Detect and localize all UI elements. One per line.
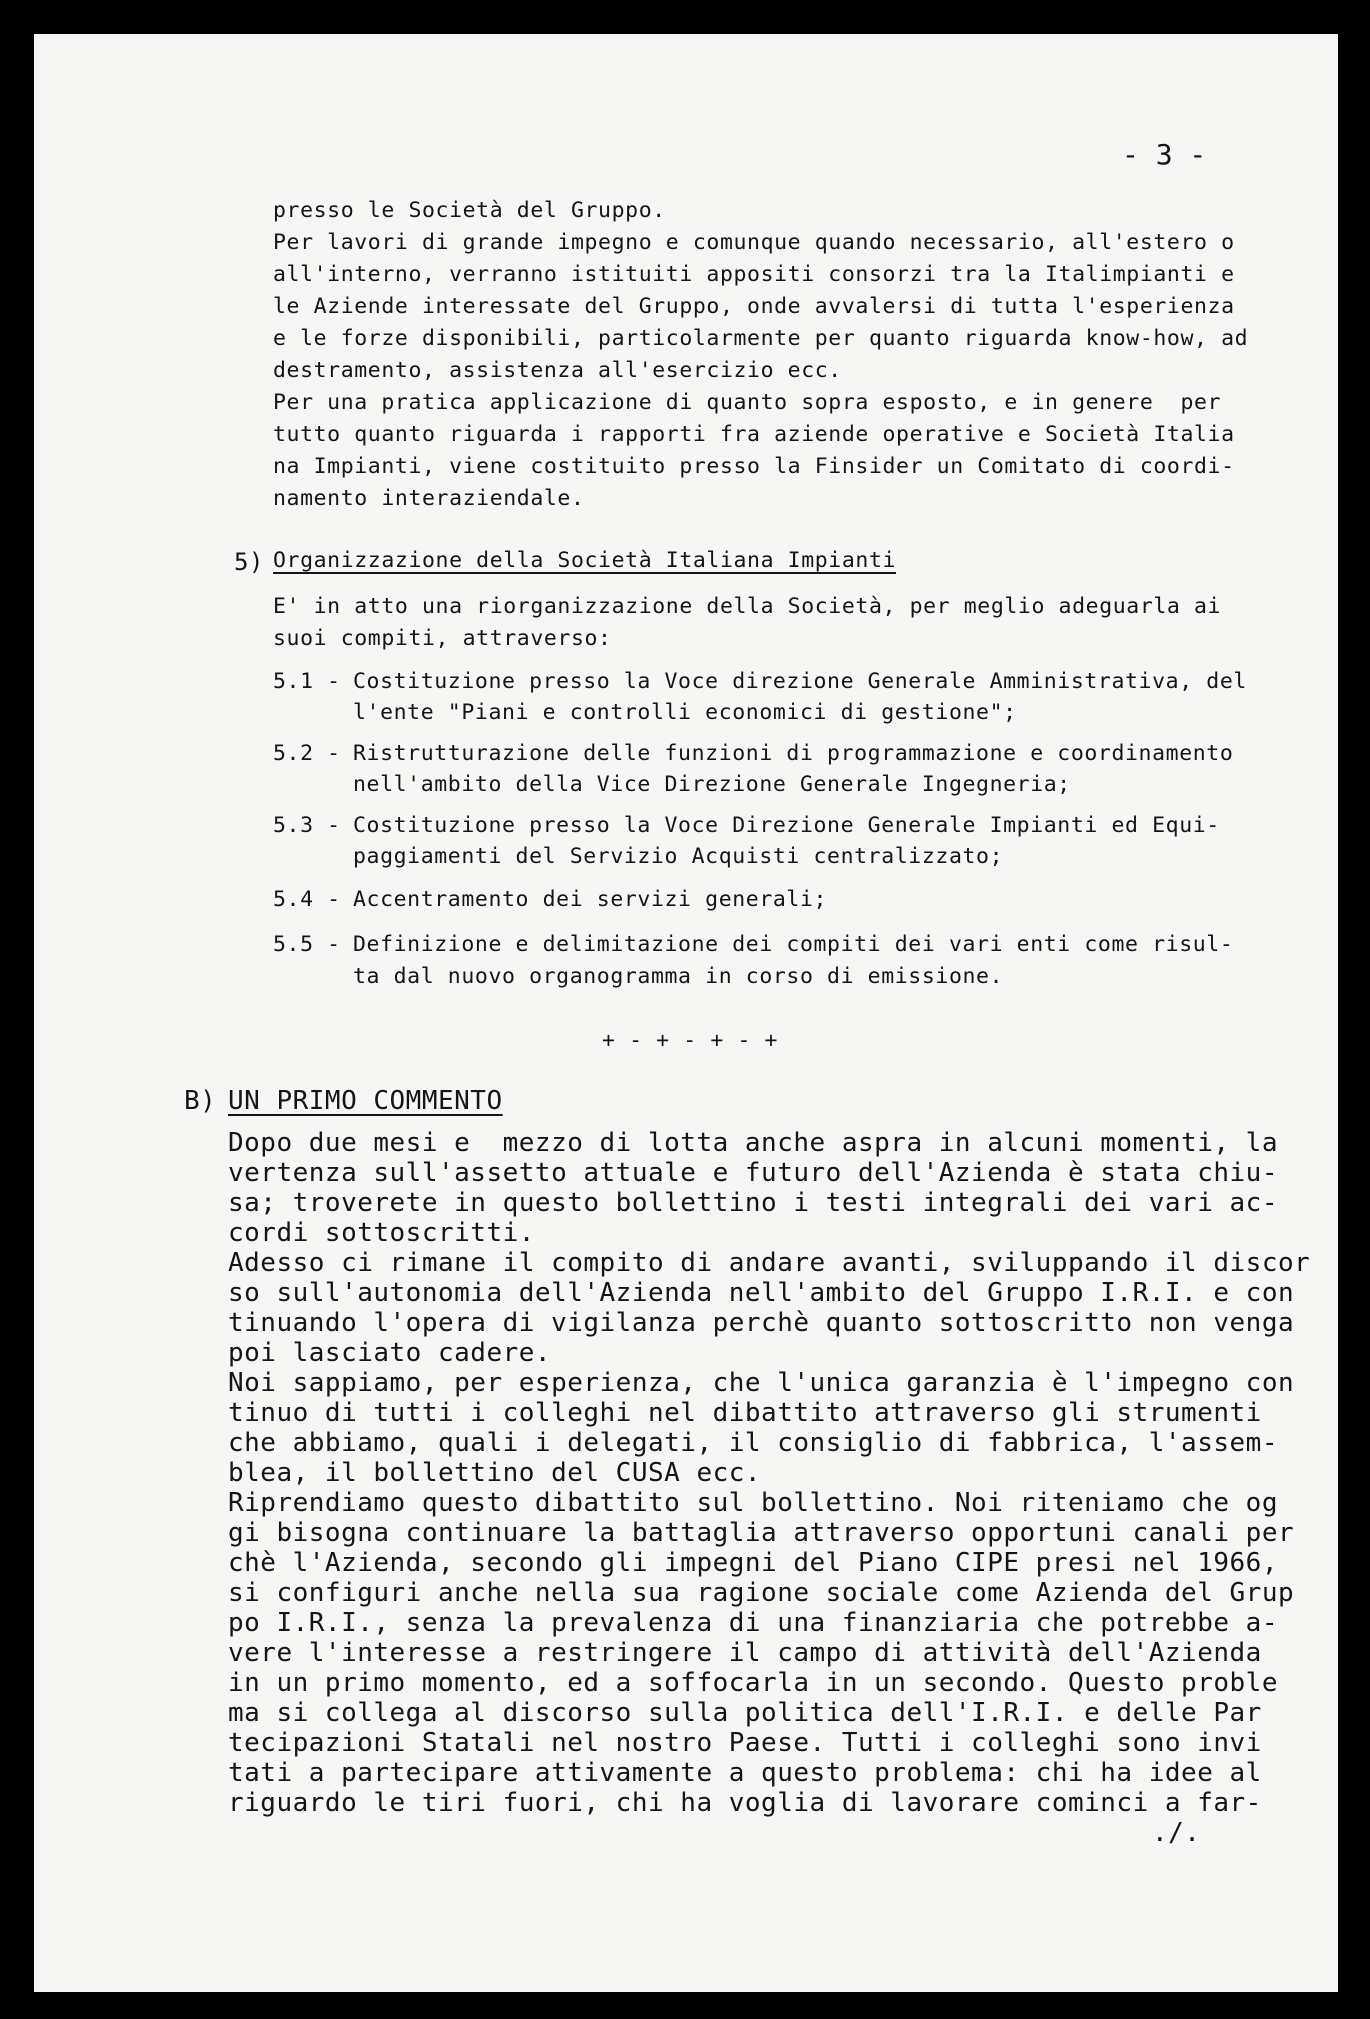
body-line: vere l'interesse a restringere il campo di attività dell'Azienda	[228, 1638, 1262, 1668]
list-item-number: 5.5 -	[273, 932, 341, 957]
body-line: gi bisogna continuare la battaglia attraverso opportuni canali per	[228, 1518, 1295, 1548]
body-line: so sull'autonomia dell'Azienda nell'ambito del Gruppo I.R.I. e con	[228, 1278, 1295, 1308]
list-item-number: 5.3 -	[273, 813, 341, 838]
section-heading: Organizzazione della Società Italiana Impianti	[273, 548, 897, 573]
list-item-line: Definizione e delimitazione dei compiti dei vari enti come risul-	[353, 932, 1234, 957]
body-line: tinuando l'opera di vigilanza perchè quanto sottoscritto non venga	[228, 1308, 1295, 1338]
list-item-line: ta dal nuovo organogramma in corso di emissione.	[353, 964, 1004, 989]
section-b-label: B)	[184, 1086, 217, 1116]
body-line: tecipazioni Statali nel nostro Paese. Tutti i colleghi sono invi	[228, 1728, 1262, 1758]
body-line: che abbiamo, quali i delegati, il consiglio di fabbrica, l'assem-	[228, 1428, 1278, 1458]
body-line: blea, il bollettino del CUSA ecc.	[228, 1458, 762, 1488]
continuation-mark: ./.	[1152, 1818, 1201, 1848]
body-line: Per lavori di grande impegno e comunque quando necessario, all'estero o	[273, 230, 1235, 255]
body-line: Riprendiamo questo dibattito sul bollettino. Noi riteniamo che og	[228, 1488, 1278, 1518]
list-item-number: 5.4 -	[273, 887, 341, 912]
body-line: chè l'Azienda, secondo gli impegni del Piano CIPE presi nel 1966,	[228, 1548, 1278, 1578]
section-number: 5)	[234, 548, 265, 576]
body-line: Noi sappiamo, per esperienza, che l'unica garanzia è l'impegno con	[228, 1368, 1295, 1398]
body-line: tati a partecipare attivamente a questo problema: chi ha idee al	[228, 1758, 1262, 1788]
body-line: sa; troverete in questo bollettino i testi integrali dei vari ac-	[228, 1188, 1278, 1218]
list-item-number: 5.1 -	[273, 669, 341, 694]
body-line: namento interaziendale.	[273, 486, 585, 511]
body-line: vertenza sull'assetto attuale e futuro dell'Azienda è stata chiu-	[228, 1158, 1278, 1188]
section-intro-line: suoi compiti, attraverso:	[273, 626, 612, 651]
list-item-line: nell'ambito della Vice Direzione Generale Ingegneria;	[353, 772, 1071, 797]
section-intro-line: E' in atto una riorganizzazione della Società, per meglio adeguarla ai	[273, 594, 1222, 619]
body-line: si configuri anche nella sua ragione sociale come Azienda del Grup	[228, 1578, 1295, 1608]
body-line: le Aziende interessate del Gruppo, onde avvalersi di tutta l'esperienza	[273, 294, 1235, 319]
body-line: destramento, assistenza all'esercizio ecc.	[273, 358, 842, 383]
body-line: cordi sottoscritti.	[228, 1218, 535, 1248]
body-line: Adesso ci rimane il compito di andare avanti, sviluppando il discor	[228, 1248, 1311, 1278]
body-line: e le forze disponibili, particolarmente per quanto riguarda know-how, ad	[273, 326, 1249, 351]
list-item-line: l'ente "Piani e controlli economici di gestione";	[353, 700, 1017, 725]
body-line: tinuo di tutti i colleghi nel dibattito attraverso gli strumenti	[228, 1398, 1262, 1428]
list-item-line: paggiamenti del Servizio Acquisti centralizzato;	[353, 844, 1004, 869]
list-item-line: Ristrutturazione delle funzioni di programmazione e coordinamento	[353, 741, 1234, 766]
section-b-heading: UN PRIMO COMMENTO	[228, 1086, 503, 1116]
list-item-line: Accentramento dei servizi generali;	[353, 887, 828, 912]
list-item-number: 5.2 -	[273, 741, 341, 766]
body-line: poi lasciato cadere.	[228, 1338, 552, 1368]
body-line: all'interno, verranno istituiti appositi consorzi tra la Italimpianti e	[273, 262, 1235, 287]
list-item-line: Costituzione presso la Voce direzione Generale Amministrativa, del	[353, 669, 1247, 694]
body-line: po I.R.I., senza la prevalenza di una finanziaria che potrebbe a-	[228, 1608, 1278, 1638]
body-line: Per una pratica applicazione di quanto sopra esposto, e in genere per	[273, 390, 1222, 415]
body-line: in un primo momento, ed a soffocarla in un secondo. Questo proble	[228, 1668, 1278, 1698]
list-item-line: Costituzione presso la Voce Direzione Generale Impianti ed Equi-	[353, 813, 1220, 838]
body-line: presso le Società del Gruppo.	[273, 198, 666, 223]
body-line: riguardo le tiri fuori, chi ha voglia di lavorare cominci a far-	[228, 1788, 1262, 1818]
body-line: Dopo due mesi e mezzo di lotta anche aspra in alcuni momenti, la	[228, 1128, 1278, 1158]
body-line: ma si collega al discorso sulla politica dell'I.R.I. e delle Par	[228, 1698, 1262, 1728]
body-line: na Impianti, viene costituito presso la Finsider un Comitato di coordi-	[273, 454, 1235, 479]
page-number: - 3 -	[1122, 138, 1207, 171]
body-line: tutto quanto riguarda i rapporti fra aziende operative e Società Italia	[273, 422, 1235, 447]
separator: + - + - + - +	[602, 1028, 779, 1053]
